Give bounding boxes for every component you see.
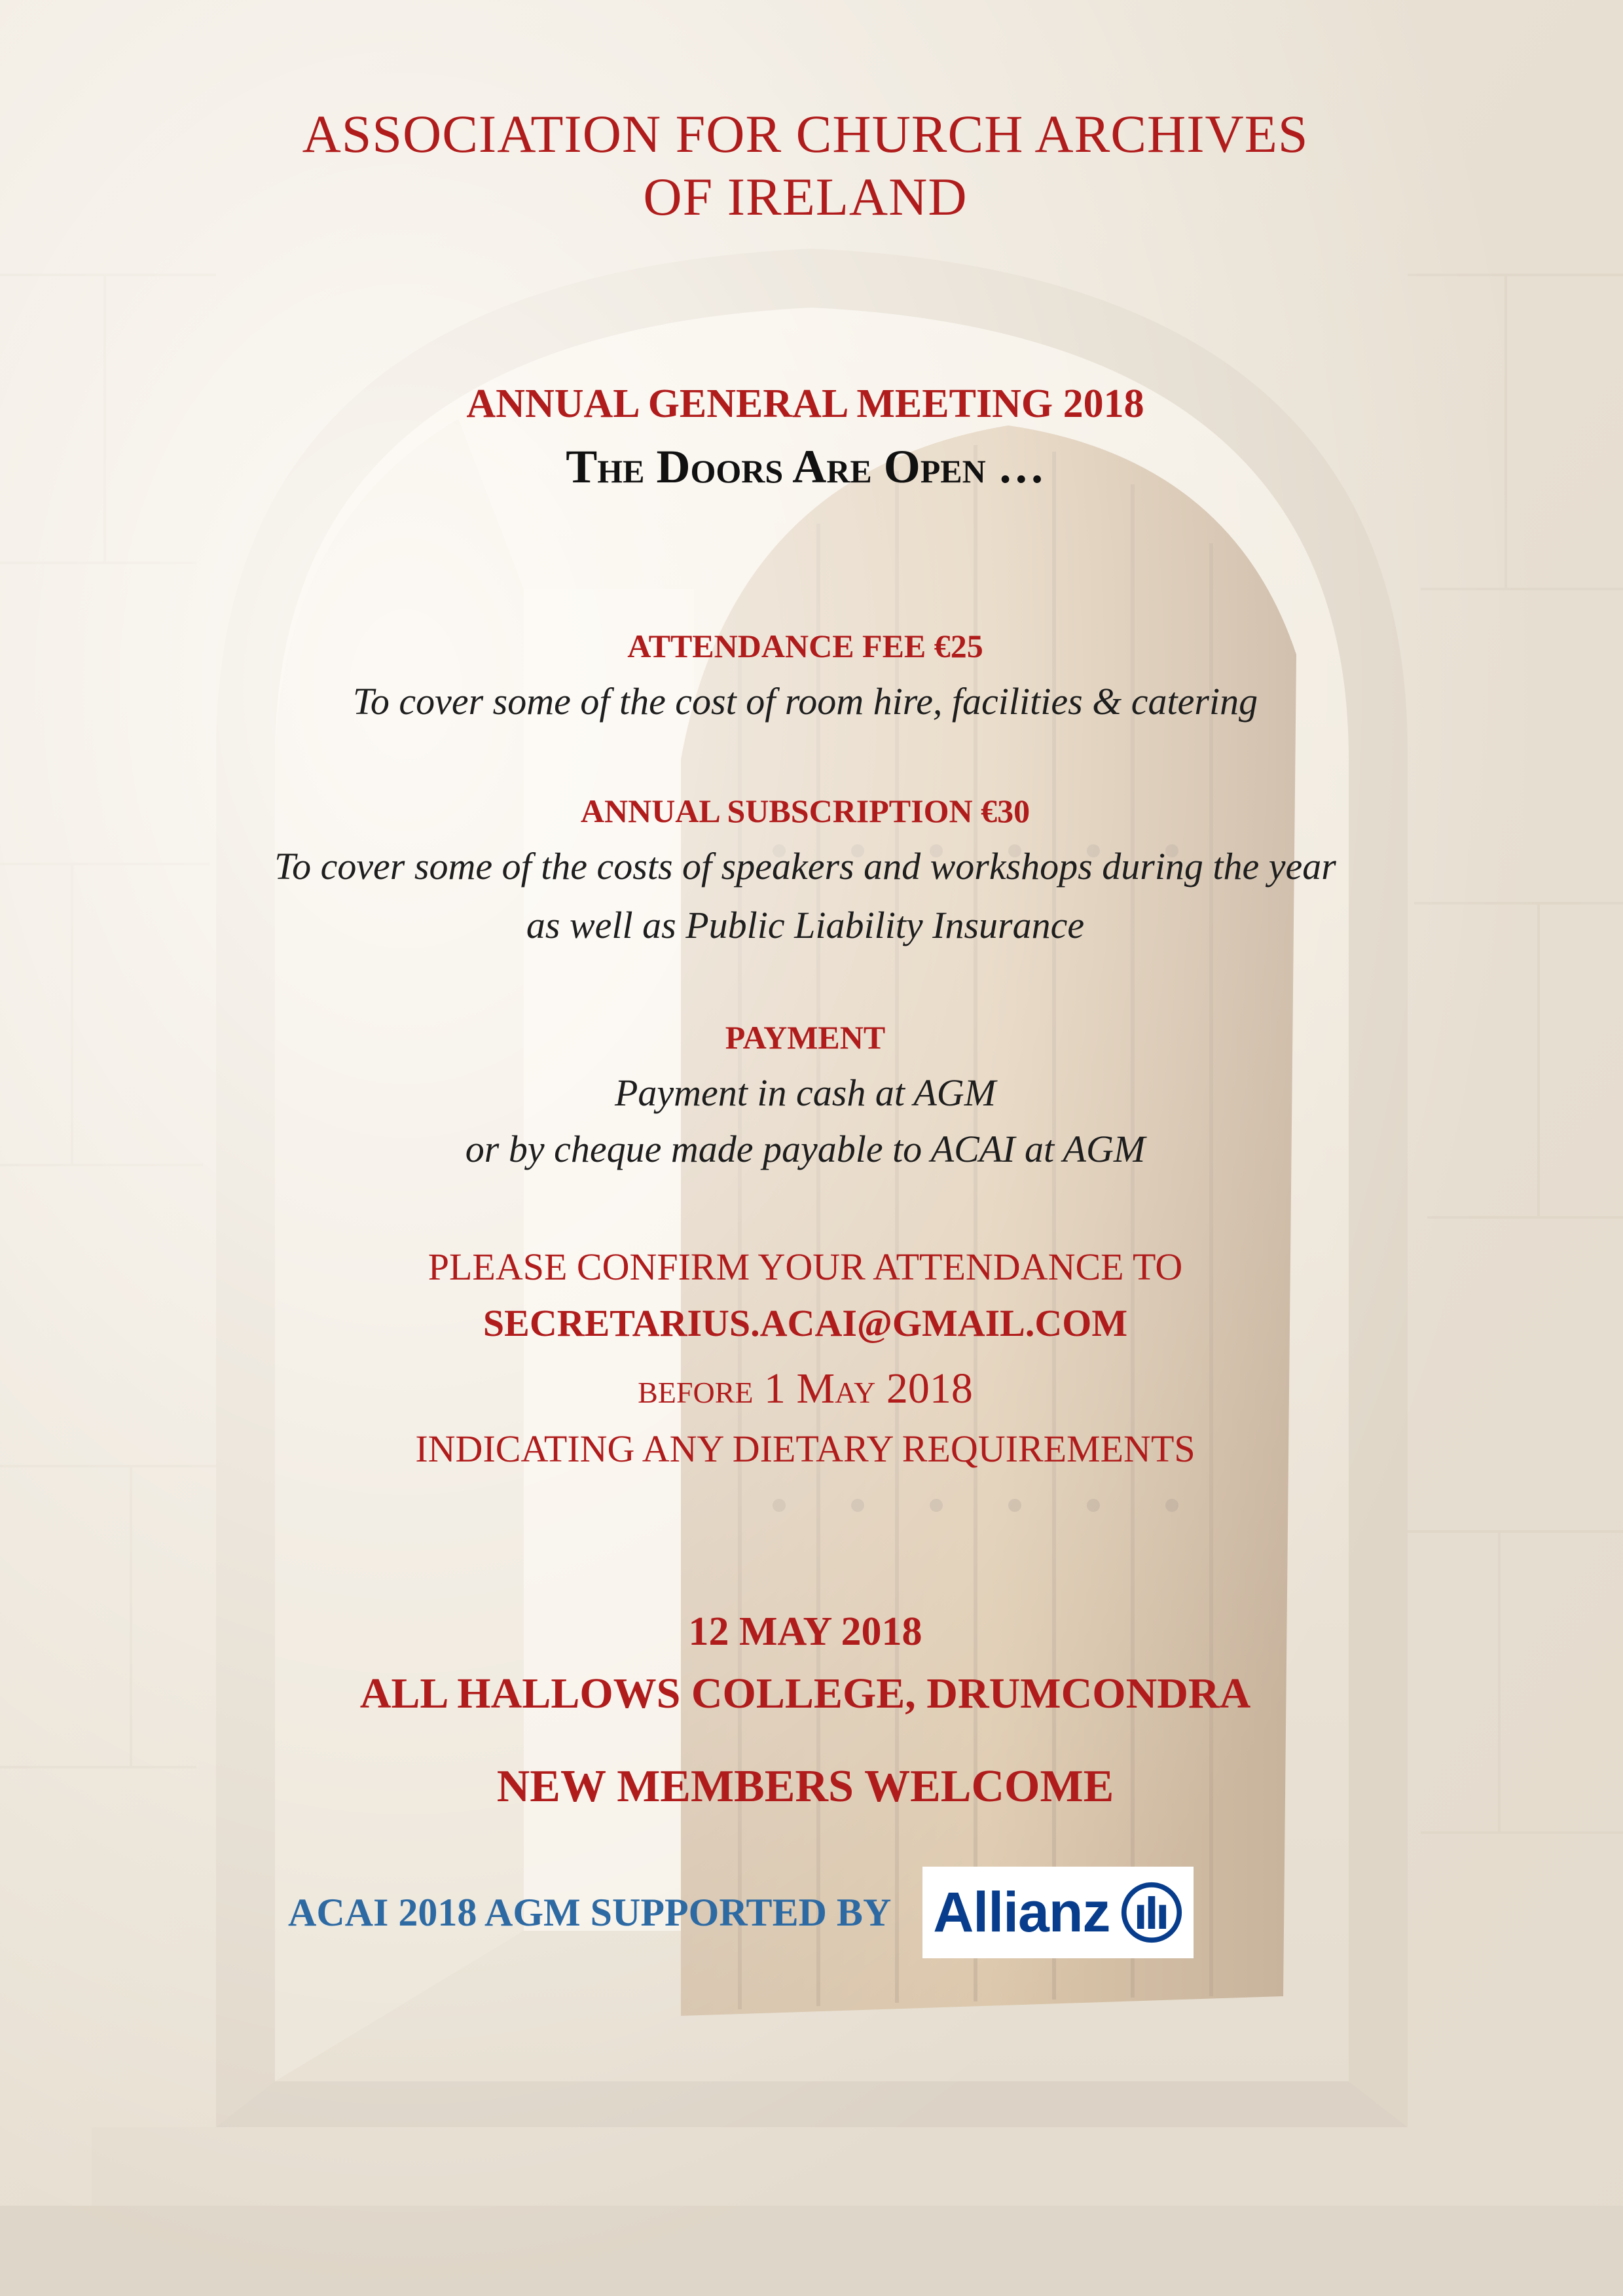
confirm-deadline: before 1 May 2018 — [638, 1365, 973, 1412]
organization-name-line2: OF IRELAND — [643, 167, 968, 226]
attendance-fee-heading: ATTENDANCE FEE €25 — [627, 628, 983, 664]
subscription-description-line1: To cover some of the costs of speakers and workshops during the year — [274, 845, 1336, 888]
subscription-description-line2: as well as Public Liability Insurance — [526, 904, 1085, 946]
new-members-welcome: NEW MEMBERS WELCOME — [496, 1761, 1114, 1812]
organization-name-line1: ASSOCIATION FOR CHURCH ARCHIVES — [302, 104, 1309, 164]
event-date: 12 MAY 2018 — [688, 1609, 922, 1654]
allianz-logo — [922, 1867, 1194, 1958]
event-title: ANNUAL GENERAL MEETING 2018 — [466, 382, 1144, 426]
sponsor-row — [288, 1867, 1194, 1958]
event-venue: ALL HALLOWS COLLEGE, DRUMCONDRA — [359, 1670, 1251, 1717]
allianz-emblem-icon — [1120, 1881, 1183, 1944]
subscription-heading: ANNUAL SUBSCRIPTION €30 — [580, 793, 1030, 829]
event-tagline: The Doors Are Open … — [566, 440, 1045, 493]
sponsor-text: ACAI 2018 AGM SUPPORTED BY — [288, 1890, 892, 1934]
secretary-email-link[interactable]: SECRETARIUS.ACAI@GMAIL.COM — [483, 1302, 1128, 1344]
attendance-fee-description: To cover some of the cost of room hire, facilities & catering — [352, 680, 1258, 723]
payment-line1: Payment in cash at AGM — [614, 1071, 996, 1114]
dietary-requirements-line: INDICATING ANY DIETARY REQUIREMENTS — [415, 1427, 1195, 1470]
payment-line2: or by cheque made payable to ACAI at AGM — [465, 1128, 1146, 1170]
allianz-logo-word: Allianz — [933, 1880, 1110, 1944]
payment-heading: PAYMENT — [725, 1019, 886, 1056]
confirm-attendance-line: PLEASE CONFIRM YOUR ATTENDANCE TO — [428, 1246, 1183, 1288]
